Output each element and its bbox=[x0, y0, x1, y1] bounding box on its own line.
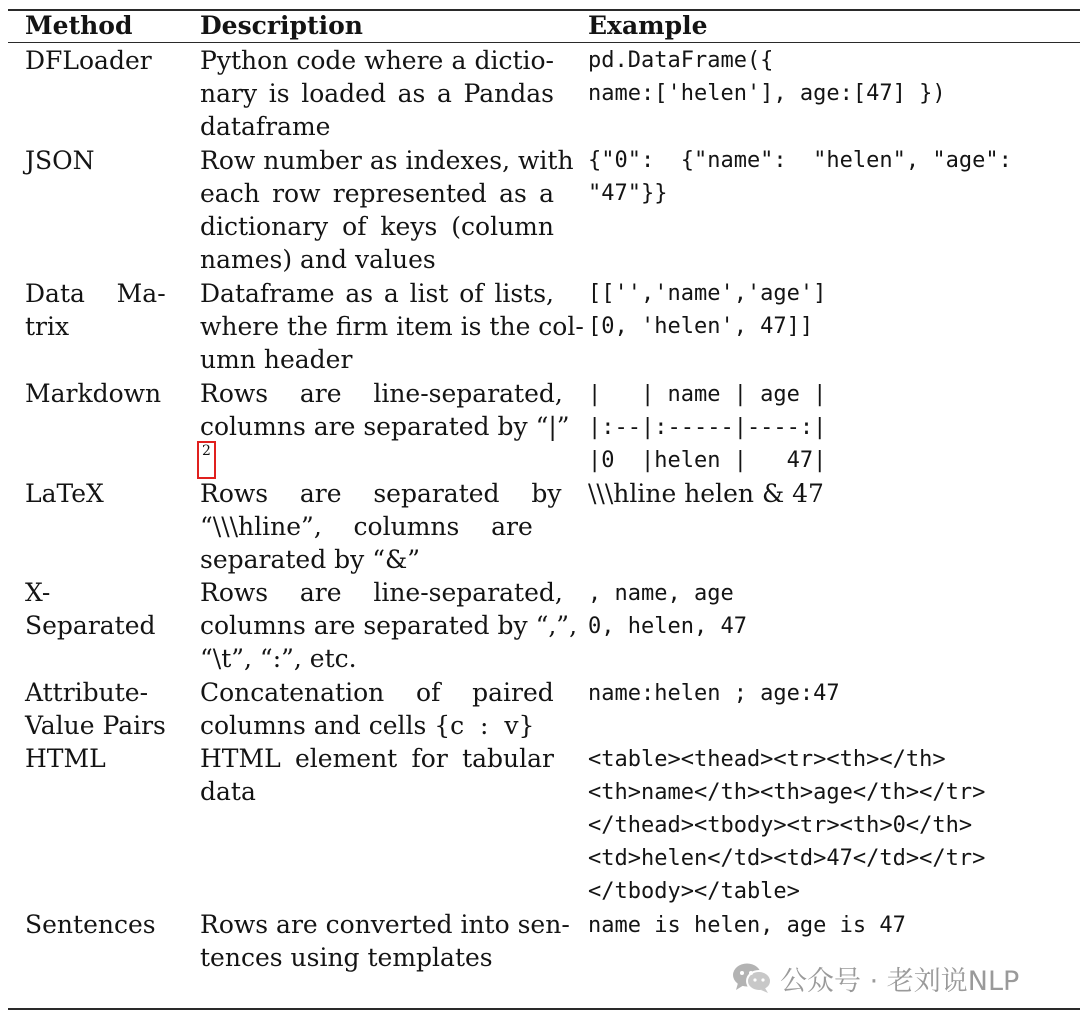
example-line: |:--|:-----|----:| bbox=[588, 415, 827, 440]
example-line: | | name | age | bbox=[588, 382, 827, 407]
description-line: HTML element for tabular bbox=[200, 744, 554, 773]
footnote-marker bbox=[197, 441, 216, 479]
method-cell: HTML bbox=[25, 744, 106, 773]
watermark bbox=[732, 956, 1019, 1000]
description-line: where the firm item is the col- bbox=[200, 312, 584, 341]
description-line: columns are separated by “,”, bbox=[200, 611, 578, 640]
method-cell: Sentences bbox=[25, 910, 156, 939]
example-line: {"0": {"name": "helen", "age": bbox=[588, 148, 1012, 173]
description-line: Rows are converted into sen- bbox=[200, 910, 570, 939]
description-line: names) and values bbox=[200, 245, 436, 274]
table-header-rule bbox=[8, 42, 1080, 43]
description-line: Concatenation of paired bbox=[200, 678, 554, 707]
column-header-description: Description bbox=[200, 11, 363, 40]
description-line: Rows are line-separated, bbox=[200, 578, 563, 607]
description-line: columns are separated by “|” bbox=[200, 412, 570, 441]
description-line: Row number as indexes, with bbox=[200, 146, 574, 175]
example-line: 0, helen, 47 bbox=[588, 614, 747, 639]
description-line: “\t”, “:”, etc. bbox=[200, 644, 357, 673]
method-cell: Value Pairs bbox=[25, 711, 166, 740]
description-line: umn header bbox=[200, 345, 353, 374]
example-line: <table><thead><tr><th></th> bbox=[588, 747, 946, 772]
table-bottom-rule bbox=[8, 1008, 1080, 1010]
example-line: [0, 'helen', 47]] bbox=[588, 314, 814, 339]
example-line: name:['helen'], age:[47] }) bbox=[588, 81, 946, 106]
description-line: columns and cells {c : v} bbox=[200, 711, 535, 740]
description-line: each row represented as a bbox=[200, 179, 554, 208]
method-cell: X- bbox=[25, 578, 51, 607]
example-line: </thead><tbody><tr><th>0</th> bbox=[588, 813, 973, 838]
description-line: data bbox=[200, 777, 256, 806]
footnote-number: 2 bbox=[202, 443, 211, 459]
description-line: dataframe bbox=[200, 112, 331, 141]
description-line: Rows are line-separated, bbox=[200, 379, 563, 408]
column-header-example: Example bbox=[588, 11, 708, 40]
method-cell: Data Ma- bbox=[25, 279, 166, 308]
example-line: "47"}} bbox=[588, 181, 668, 206]
method-cell: Attribute- bbox=[25, 678, 149, 707]
example-line: name is helen, age is 47 bbox=[588, 913, 906, 938]
example-line: |0 |helen | 47| bbox=[588, 448, 827, 473]
description-line: “\\\hline”, columns are bbox=[200, 512, 533, 541]
method-cell: DFLoader bbox=[25, 46, 152, 75]
method-cell: Separated bbox=[25, 611, 156, 640]
column-header-method: Method bbox=[25, 11, 133, 40]
method-cell: trix bbox=[25, 312, 70, 341]
example-line: \\\hline helen & 47 bbox=[588, 479, 824, 508]
description-line: nary is loaded as a Pandas bbox=[200, 79, 554, 108]
example-line: [['','name','age'] bbox=[588, 281, 827, 306]
description-line: Rows are separated by bbox=[200, 479, 562, 508]
description-line: dictionary of keys (column bbox=[200, 212, 554, 241]
method-cell: Markdown bbox=[25, 379, 162, 408]
example-line: name:helen ; age:47 bbox=[588, 681, 840, 706]
example-line: <th>name</th><th>age</th></tr> bbox=[588, 780, 986, 805]
description-line: tences using templates bbox=[200, 943, 493, 972]
example-line: <td>helen</td><td>47</td></tr> bbox=[588, 846, 986, 871]
description-line: Dataframe as a list of lists, bbox=[200, 279, 554, 308]
example-line: pd.DataFrame({ bbox=[588, 48, 774, 73]
description-line: Python code where a dictio- bbox=[200, 46, 554, 75]
description-line: separated by “&” bbox=[200, 545, 421, 574]
method-cell: LaTeX bbox=[25, 479, 104, 508]
watermark-text: 公众号 · 老刘说NLP bbox=[780, 965, 1020, 997]
example-line: </tbody></table> bbox=[588, 879, 800, 904]
example-line: , name, age bbox=[588, 581, 734, 606]
method-cell: JSON bbox=[25, 146, 95, 175]
wechat-icon bbox=[732, 962, 772, 994]
